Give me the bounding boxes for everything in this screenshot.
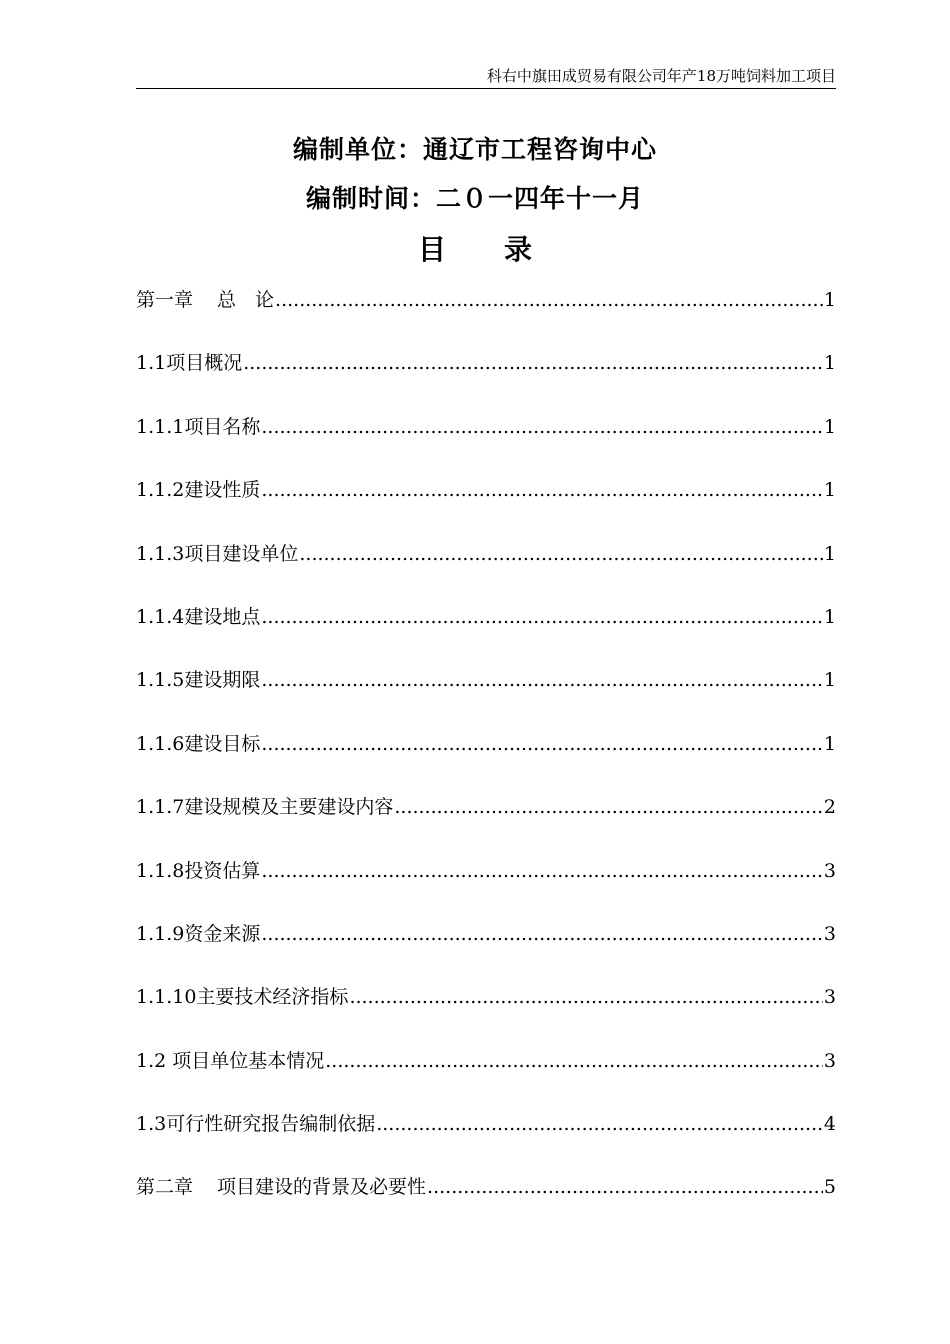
toc-page-number: 1 [823,479,836,502]
toc-dot-leader [325,1045,823,1077]
toc-chapter-number: 第一章 [136,289,194,311]
compiling-date: 编制时间：二０一四年十一月 [305,184,644,213]
toc-entry[interactable] [136,1045,836,1108]
toc-dot-leader [261,855,823,887]
toc-entry-label: 1.1.7建设规模及主要建设内容 [136,796,394,819]
header-rule [136,88,836,89]
toc-dot-leader [275,284,823,316]
toc-dot-leader [299,538,823,570]
toc-entry[interactable] [136,791,836,854]
toc-dot-leader [261,918,823,950]
toc-entry[interactable] [136,728,836,791]
toc-entry-label: 1.1.5建设期限 [136,669,261,692]
toc-page-number: 2 [823,796,836,819]
toc-entry-text: 总 论 [217,289,275,311]
toc-page-number: 3 [823,986,836,1009]
toc-entry-label: 1.1.10主要技术经济指标 [136,986,349,1009]
toc-page-number: 4 [823,1113,836,1136]
toc-page-number: 3 [823,1049,836,1072]
toc-entry-label: 1.1.3项目建设单位 [136,542,299,565]
toc-entry[interactable] [136,664,836,727]
toc-dot-leader [261,728,823,760]
toc-entry[interactable] [136,284,836,347]
toc-page-number: 3 [823,922,836,945]
toc-entry[interactable] [136,918,836,981]
toc-dot-leader [261,601,823,633]
toc-entry-label [136,1171,426,1203]
toc-page-number: 1 [823,605,836,628]
toc-entry-label: 1.1.9资金来源 [136,922,261,945]
toc-dot-leader [349,981,822,1013]
toc-entry[interactable] [136,601,836,664]
toc-page-number: 1 [823,732,836,755]
toc-dot-leader [261,664,823,696]
toc-title-right: 录 [504,233,533,266]
toc-entry[interactable] [136,855,836,918]
toc-entry-label: 1.2 项目单位基本情况 [136,1049,325,1072]
toc-page-number: 1 [823,669,836,692]
toc-page-number: 1 [823,352,836,375]
toc-title [0,232,950,268]
toc-entry-text: 项目建设的背景及必要性 [217,1176,427,1199]
toc-dot-leader [261,411,823,443]
toc-page-number: 5 [823,1176,836,1199]
toc-entry-label: 1.1.1项目名称 [136,415,261,438]
toc-dot-leader [376,1108,823,1140]
toc-dot-leader [243,347,823,379]
toc-entry[interactable] [136,347,836,410]
toc-page-number: 1 [823,415,836,438]
toc-entry[interactable] [136,981,836,1044]
toc-page-number: 1 [823,289,836,311]
toc-chapter-number: 第二章 [136,1176,194,1199]
toc-entry[interactable] [136,474,836,537]
toc-dot-leader [394,791,823,823]
toc-entry[interactable] [136,411,836,474]
toc-dot-leader [427,1171,823,1203]
toc-title-left: 目 [417,233,446,266]
toc-entry-label: 1.1项目概况 [136,352,243,375]
toc-page-number: 3 [823,859,836,882]
toc-dot-leader [261,474,823,506]
toc-entry-label: 1.3可行性研究报告编制依据 [136,1113,376,1136]
toc-entry[interactable] [136,1171,836,1234]
toc-entry-label [136,284,274,316]
running-header: 科右中旗田成贸易有限公司年产18万吨饲料加工项目 [486,67,836,85]
toc-entry-label: 1.1.4建设地点 [136,605,261,628]
toc-entry-label: 1.1.8投资估算 [136,859,261,882]
toc-entry-label: 1.1.2建设性质 [136,479,261,502]
toc-entry-label: 1.1.6建设目标 [136,732,261,755]
table-of-contents [136,284,836,1235]
toc-entry[interactable] [136,538,836,601]
compiling-unit: 编制单位：通辽市工程咨询中心 [292,135,657,164]
toc-entry[interactable] [136,1108,836,1171]
toc-page-number: 1 [823,542,836,565]
